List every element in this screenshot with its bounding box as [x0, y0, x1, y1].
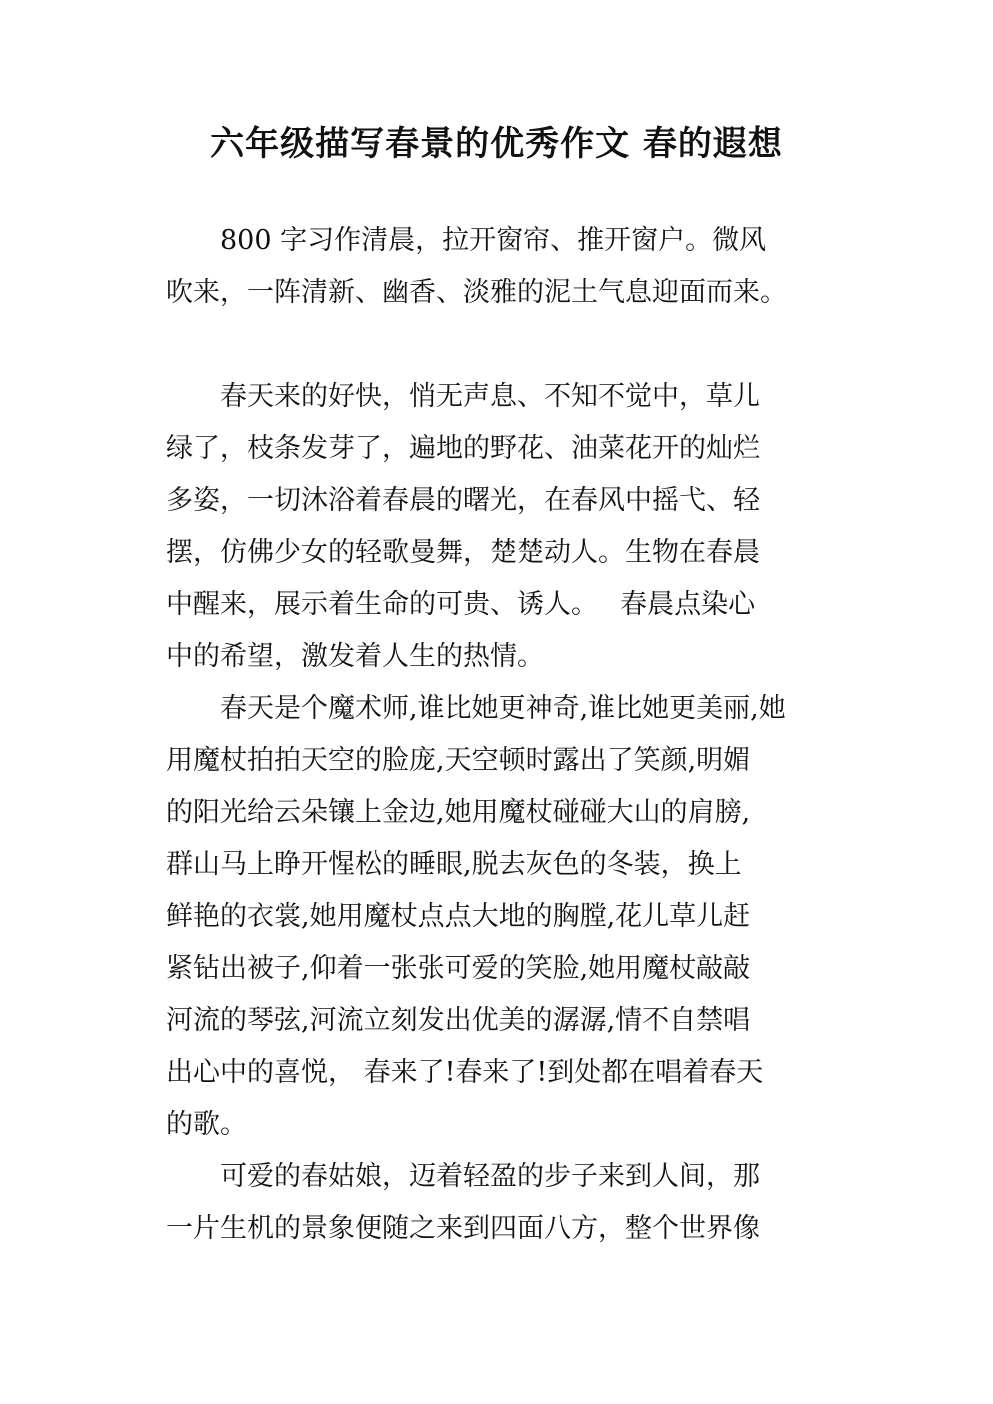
text-line: 出心中的喜悦， 春来了!春来了!到处都在唱着春天	[166, 1057, 764, 1088]
paragraph-spacer	[166, 319, 866, 371]
text-line: 的歌。	[166, 1109, 247, 1140]
text-line: 一片生机的景象便随之来到四面八方，整个世界像	[166, 1213, 760, 1244]
text-line: 群山马上睁开惺松的睡眼,脱去灰色的冬装，换上	[166, 849, 742, 880]
document-title: 六年级描写春景的优秀作文 春的遐想	[210, 124, 783, 164]
text-line: 河流的琴弦,河流立刻发出优美的潺潺,情不自禁唱	[166, 1005, 751, 1036]
paragraph-intro	[166, 215, 866, 319]
text-line: 多姿，一切沐浴着春晨的曙光，在春风中摇弋、轻	[166, 485, 760, 516]
text-line: 用魔杖拍拍天空的脸庞,天空顿时露出了笑颜,明媚	[166, 745, 751, 776]
text-line: 紧钻出被子,仰着一张张可爱的笑脸,她用魔杖敲敲	[166, 953, 751, 984]
text-line: 800 字习作清晨，拉开窗帘、推开窗户。微风	[166, 225, 767, 256]
text-line: 春天是个魔术师,谁比她更神奇,谁比她更美丽,她	[166, 693, 786, 724]
text-line: 中醒来，展示着生命的可贵、诱人。 春晨点染心	[166, 589, 756, 620]
text-line: 绿了，枝条发芽了，遍地的野花、油菜花开的灿烂	[166, 433, 760, 464]
text-line: 春天来的好快，悄无声息、不知不觉中，草儿	[166, 381, 760, 412]
text-line: 中的希望，激发着人生的热情。	[166, 641, 544, 672]
text-line: 的阳光给云朵镶上金边,她用魔杖碰碰大山的肩膀,	[166, 797, 751, 828]
document-body	[166, 215, 866, 1255]
paragraph-spring-magician	[166, 683, 866, 1151]
text-line: 鲜艳的衣裳,她用魔杖点点大地的胸膛,花儿草儿赶	[166, 901, 751, 932]
paragraph-spring-girl	[166, 1151, 866, 1255]
text-line: 可爱的春姑娘，迈着轻盈的步子来到人间，那	[166, 1161, 760, 1192]
paragraph-spring-arrives	[166, 371, 866, 683]
text-line: 摆，仿佛少女的轻歌曼舞，楚楚动人。生物在春晨	[166, 537, 760, 568]
text-line: 吹来，一阵清新、幽香、淡雅的泥土气息迎面而来。	[166, 277, 787, 308]
